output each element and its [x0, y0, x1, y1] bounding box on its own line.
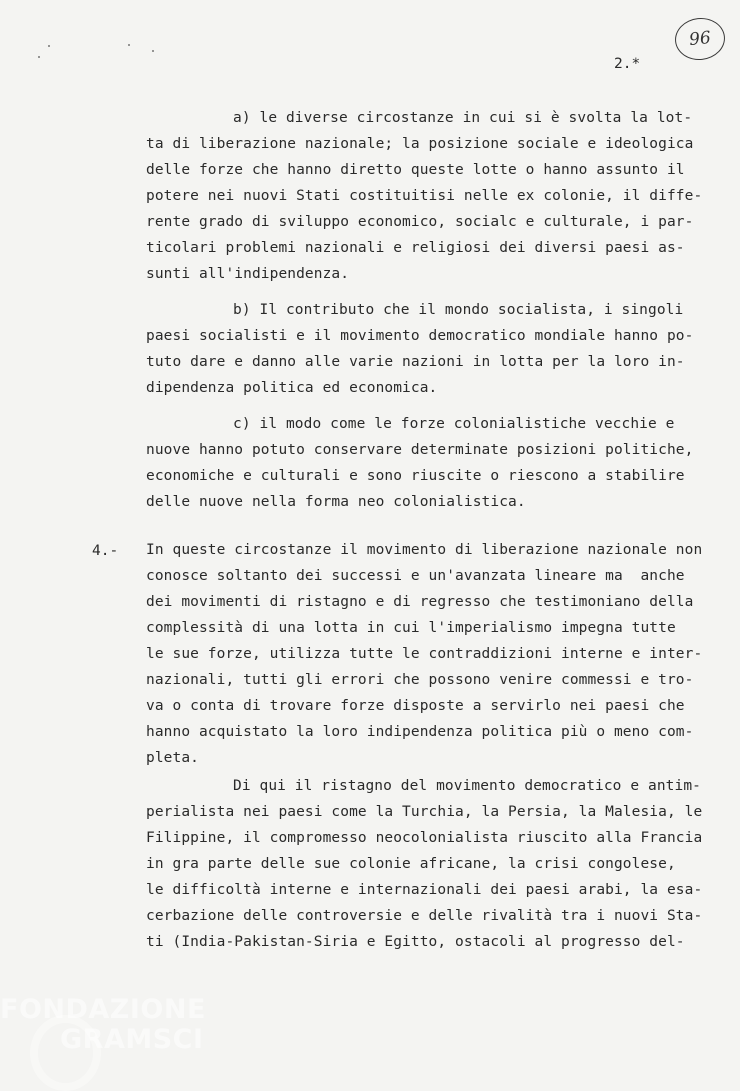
item-a-line: sunti all'indipendenza.: [146, 266, 350, 282]
scan-speck: [38, 56, 40, 58]
item-c-line: delle nuove nella forma neo colonialistica.: [146, 494, 526, 510]
scan-speck: [48, 45, 50, 47]
item-a-line: ta di liberazione nazionale; la posizione sociale e ideologica: [146, 136, 694, 152]
item-a-line: potere nei nuovi Stati costituitisi nelle ex colonie, il diffe-: [146, 188, 703, 204]
section4-para1-line: le sue forze, utilizza tutte le contraddizioni interne e inter-: [146, 646, 703, 662]
watermark: [0, 995, 220, 1080]
item-b-line: tuto dare e danno alle varie nazioni in lotta per la loro in-: [146, 354, 685, 370]
section4-para2-line: ti (India-Pakistan-Siria e Egitto, ostacoli al progresso del-: [146, 934, 685, 950]
item-c-line: nuove hanno potuto conservare determinate posizioni politiche,: [146, 442, 694, 458]
item-a-line: delle forze che hanno diretto queste lotte o hanno assunto il: [146, 162, 685, 178]
watermark-line-2: GRAMSCI: [60, 1024, 204, 1055]
section4-para2-line: Filippine, il compromesso neocolonialista riuscito alla Francia: [146, 830, 703, 846]
page-number: 2.*: [614, 56, 641, 72]
item-c-line: c) il modo come le forze colonialistiche vecchie e: [233, 416, 675, 432]
archive-number: 96: [688, 27, 712, 51]
archive-number-stamp: [673, 16, 727, 63]
section4-para1-line: hanno acquistato la loro indipendenza politica più o meno com-: [146, 724, 694, 740]
section4-para1-line: complessità di una lotta in cui l'imperialismo impegna tutte: [146, 620, 676, 636]
item-b-line: paesi socialisti e il movimento democratico mondiale hanno po-: [146, 328, 694, 344]
section4-para1-line: dei movimenti di ristagno e di regresso che testimoniano della: [146, 594, 694, 610]
section4-para1-line: va o conta di trovare forze disposte a servirlo nei paesi che: [146, 698, 685, 714]
section4-para2-line: in gra parte delle sue colonie africane, la crisi congolese,: [146, 856, 676, 872]
section4-para2-line: Di qui il ristagno del movimento democratico e antim-: [233, 778, 701, 794]
scan-speck: [128, 44, 130, 46]
section4-para2-line: perialista nei paesi come la Turchia, la Persia, la Malesia, le: [146, 804, 703, 820]
section4-para2-line: le difficoltà interne e internazionali dei paesi arabi, la esa-: [146, 882, 703, 898]
section4-para1-line: conosce soltanto dei successi e un'avanzata lineare ma anche: [146, 568, 685, 584]
section4-para1-line: In queste circostanze il movimento di liberazione nazionale non: [146, 542, 703, 558]
item-a-line: a) le diverse circostanze in cui si è svolta la lot-: [233, 110, 693, 126]
item-a-line: rente grado di sviluppo economico, socialc e culturale, i par-: [146, 214, 694, 230]
section4-para1-line: nazionali, tutti gli errori che possono venire commessi e tro-: [146, 672, 694, 688]
item-b-line: dipendenza politica ed economica.: [146, 380, 438, 396]
scan-speck: [152, 50, 154, 52]
section4-para2-line: cerbazione delle controversie e delle rivalità tra i nuovi Sta-: [146, 908, 703, 924]
section-number: 4.-: [92, 543, 119, 559]
item-a-line: ticolari problemi nazionali e religiosi dei diversi paesi as-: [146, 240, 685, 256]
item-b-line: b) Il contributo che il mondo socialista, i singoli: [233, 302, 684, 318]
section4-para1-line: pleta.: [146, 750, 199, 766]
item-c-line: economiche e culturali e sono riuscite o riescono a stabilire: [146, 468, 685, 484]
watermark-line-1: FONDAZIONE: [0, 994, 206, 1025]
